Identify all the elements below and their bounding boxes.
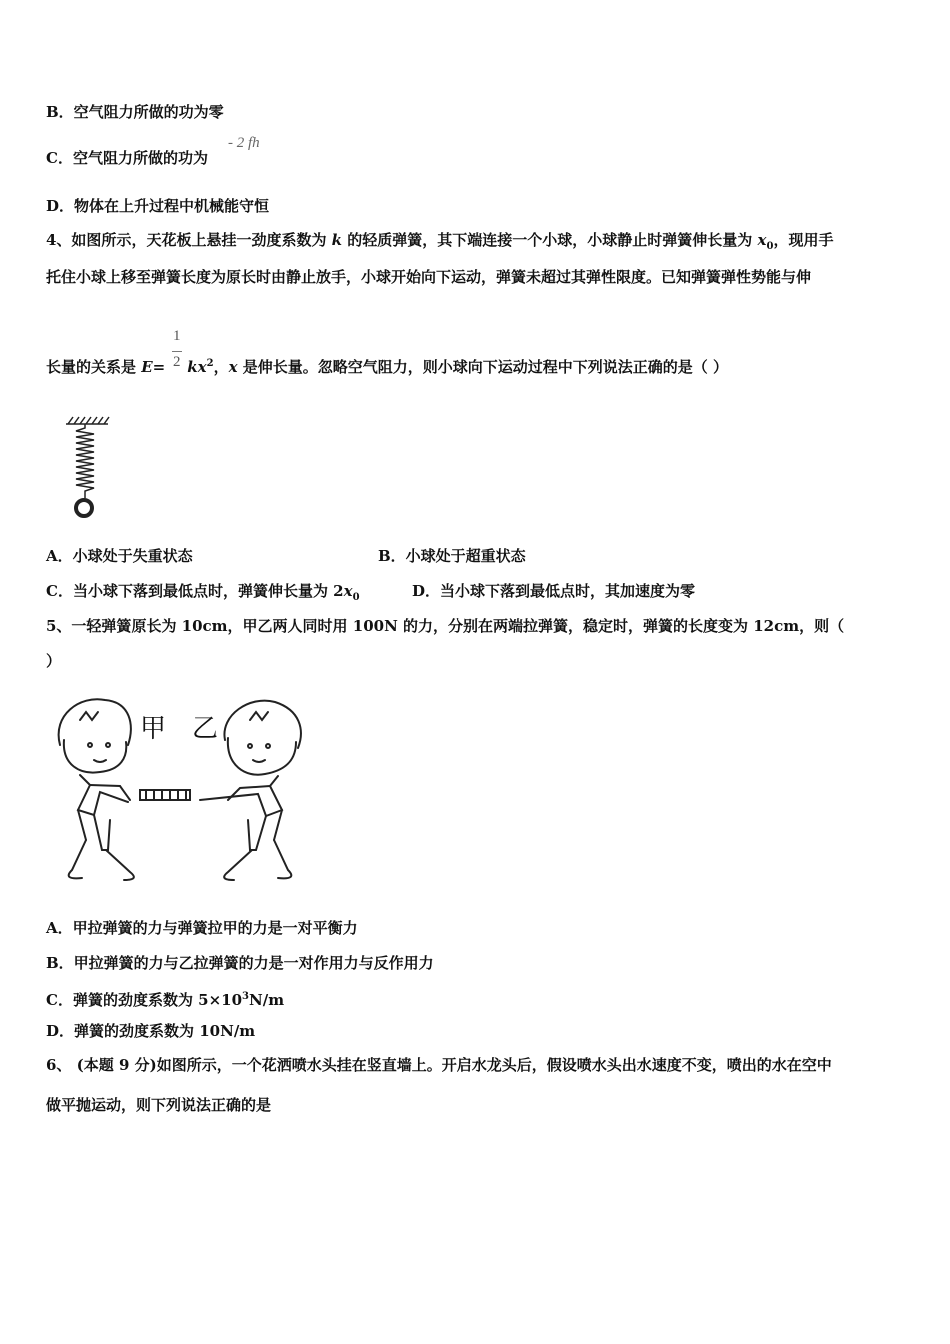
q4-option-a: A．小球处于失重状态 xyxy=(46,547,193,565)
q4-option-c-x: x xyxy=(343,582,353,600)
q4-option-c-text: C．当小球下落到最低点时，弹簧伸长量为 2 xyxy=(46,582,344,600)
q5-stem-line1: 5、一轻弹簧原长为 10cm，甲乙两人同时用 100N 的力，分别在两端拉弹簧，稳定时，弹簧的长度变为 12cm，则（ xyxy=(46,617,845,635)
q3-option-d: D．物体在上升过程中机械能守恒 xyxy=(46,197,270,215)
q4-line3-sup: 2 xyxy=(206,358,214,369)
q5-option-a: A．甲拉弹簧的力与弹簧拉甲的力是一对平衡力 xyxy=(46,919,358,937)
q4-stem-line2: 托住小球上移至弹簧长度为原长时由静止放手，小球开始向下运动，弹簧未超过其弹性限度。已知弹簧弹性势能与伸 xyxy=(46,268,812,286)
q4-frac-numerator: 1 xyxy=(173,328,181,344)
q4-line1-x: x xyxy=(757,231,767,249)
q4-line3-kx: kx xyxy=(187,358,207,376)
q6-stem-line2: 做平抛运动，则下列说法正确的是 xyxy=(46,1096,272,1114)
kids-drawing xyxy=(50,690,312,890)
q6-stem-line1: 6、 (本题 9 分)如图所示，一个花洒喷水头挂在竖直墙上。开启水龙头后，假设喷水头出水速度不变，喷出的水在空中 xyxy=(46,1056,832,1074)
q4-option-c-sub: 0 xyxy=(352,592,360,603)
q4-stem-line1 xyxy=(46,229,833,258)
q4-line1-mid: 的轻质弹簧，其下端连接一个小球，小球静止时弹簧伸长量为 xyxy=(342,231,758,249)
q4-frac-denominator: 2 xyxy=(173,354,181,370)
label-yi: 乙 xyxy=(192,714,219,744)
q4-option-c xyxy=(46,580,360,609)
kids-pulling-spring-figure xyxy=(50,690,312,890)
q4-option-d: D．当小球下落到最低点时，其加速度为零 xyxy=(412,582,696,600)
q3-option-c-formula: - 2 fh xyxy=(228,135,260,151)
q4-line1-k: k xyxy=(331,231,343,249)
q5-option-d: D．弹簧的劲度系数为 10N/m xyxy=(46,1022,256,1040)
q4-line1-post: ，现用手 xyxy=(773,231,834,249)
label-jia: 甲 xyxy=(140,714,167,744)
q4-line3-x: x xyxy=(228,358,238,376)
q4-line1-pre: 4、如图所示，天花板上悬挂一劲度系数为 xyxy=(46,231,332,249)
q5-stem-line2: ） xyxy=(46,652,62,670)
q5-option-c-post: N/m xyxy=(249,991,285,1009)
q4-line3-E: E xyxy=(141,358,153,376)
q5-option-c xyxy=(46,986,284,1011)
q5-option-c-sup: 3 xyxy=(242,991,250,1002)
q4-line3-post: 是伸长量。忽略空气阻力，则小球向下运动过程中下列说法正确的是（ ） xyxy=(237,358,728,376)
q4-line3-eq: = xyxy=(152,358,166,376)
q4-option-b: B．小球处于超重状态 xyxy=(378,547,526,565)
q4-line1-sub: 0 xyxy=(766,241,774,252)
q3-option-b: B．空气阻力所做的功为零 xyxy=(46,103,224,121)
q3-option-c-text: C．空气阻力所做的功为 xyxy=(46,149,208,167)
spring-ball-figure xyxy=(58,412,118,524)
q4-frac-bar xyxy=(172,351,182,352)
q5-option-b: B．甲拉弹簧的力与乙拉弹簧的力是一对作用力与反作用力 xyxy=(46,954,434,972)
q4-stem-line3 xyxy=(46,353,728,378)
q4-line3-mid: ， xyxy=(213,358,229,376)
q4-line3-pre: 长量的关系是 xyxy=(46,358,142,376)
q3-option-c xyxy=(46,147,208,169)
q5-option-c-pre: C．弹簧的劲度系数为 5×10 xyxy=(46,991,243,1009)
